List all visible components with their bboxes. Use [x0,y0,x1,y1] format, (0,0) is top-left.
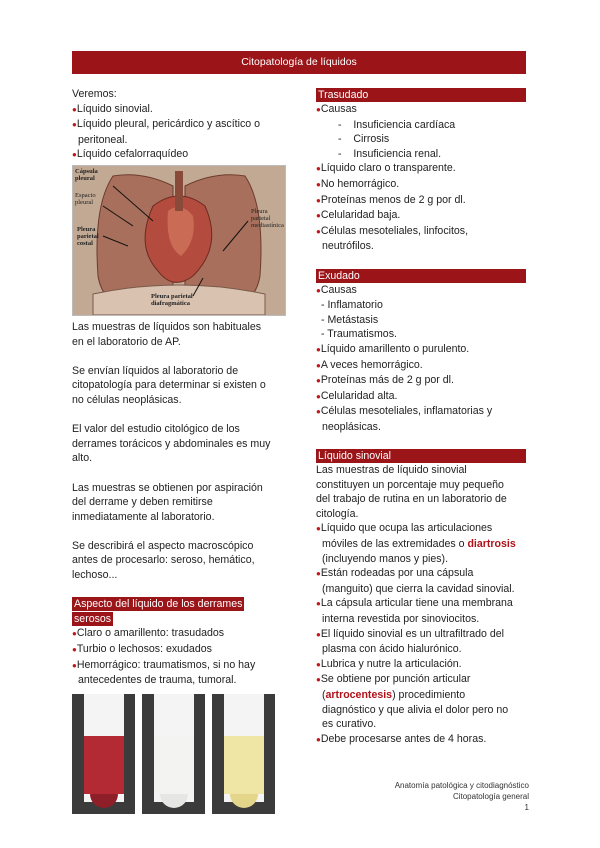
diagram-label: Pleura parietal diafragmática [151,292,193,307]
list-item: ●Líquido amarillento o purulento. [316,342,470,355]
intro-label: Veremos: [72,88,117,100]
list-item: ●Células mesoteliales, linfocitos, [316,224,469,237]
bullet-icon: ● [316,524,321,534]
paragraph-line: antes de procesarlo: seroso, hemático, [72,554,255,567]
page-title: Citopatología de líquidos [72,51,526,74]
list-item: ●Proteínas menos de 2 g por dl. [316,193,466,206]
thorax-diagram [72,165,286,316]
paragraph-line: El valor del estudio citológico de los [72,423,240,436]
list-item: ●Celularidad alta. [316,389,398,402]
bullet-icon: ● [316,344,321,354]
list-item: ●Líquido sinovial. [72,102,153,115]
right-column [316,88,526,747]
page-number: 1 [524,803,529,812]
diagram-label: Pleura parietal mediastínica [251,207,284,229]
list-item-continuation: móviles de las extremidades o diartrosis [322,538,516,551]
list-item-continuation: es curativo. [322,718,377,731]
bullet-icon: ● [316,569,321,579]
cause-item: - Traumatismos. [321,328,397,341]
paragraph-line: derrames torácicos y abdominales es muy [72,437,271,450]
bullet-icon: ● [316,376,321,386]
diagram-label: Espacio pleural [75,191,96,206]
list-item: ●Claro o amarillento: trasudados [72,627,225,640]
list-item-continuation: neoplásicas. [322,420,381,433]
bullet-icon: ● [316,195,321,205]
list-item-continuation: neutrófilos. [322,240,374,253]
diagram-label: Cápsula pleural [75,167,98,182]
list-item: ●Células mesoteliales, inflamatorias y [316,405,493,418]
list-item: ●Hemorrágico: traumatismos, si no hay [72,658,256,671]
bullet-icon: ● [316,391,321,401]
list-item: ●La cápsula articular tiene una membrana [316,597,513,610]
tube-milky [142,694,205,814]
cause-item: - Metástasis [321,313,379,326]
list-item: ●Proteínas más de 2 g por dl. [316,374,454,387]
section-heading-trasudado: Trasudado [316,88,526,102]
bullet-icon: ● [316,105,321,114]
tube-clear-yellow [212,694,275,814]
list-item: ●Líquido que ocupa las articulaciones [316,522,493,535]
list-item-continuation: (artrocentesis) procedimiento [322,688,466,701]
bullet-icon: ● [316,659,321,669]
bullet-icon: ● [72,150,77,160]
list-item-continuation: interna revestida por sinoviocitos. [322,613,480,625]
paragraph-line: inmediatamente al laboratorio. [72,510,215,523]
list-item-continuation: diagnóstico y que alivia el dolor pero no [322,703,509,716]
list-item-continuation: antecedentes de trauma, tumoral. [78,674,237,687]
list-item: ●Celularidad baja. [316,209,401,222]
bullet-icon: ● [316,629,321,639]
list-item: ●Líquido pleural, pericárdico y ascítico o [72,118,260,131]
bullet-icon: ● [316,164,321,174]
section-heading-exudado: Exudado [316,269,526,283]
bullet-icon: ● [316,226,321,236]
footer-line: Citopatología general [452,792,529,801]
list-item: ●Líquido cefalorraquídeo [72,148,189,161]
list-item: ●Lubrica y nutre la articulación. [316,657,462,670]
footer-line: Anatomía patológica y citodiagnóstico [394,781,529,790]
bullet-icon: ● [72,629,77,639]
term-artrocentesis: artrocentesis [325,688,393,701]
list-item: ●Causas [316,103,357,115]
bullet-icon: ● [316,285,321,295]
list-item: ●Debe procesarse antes de 4 horas. [316,732,487,745]
left-column [72,87,282,814]
bullet-icon: ● [316,211,321,221]
cause-item: - Insuficiencia cardíaca [338,118,456,131]
paragraph-line: Se envían líquidos al laboratorio de [72,364,239,377]
paragraph-line: alto. [72,452,93,465]
paragraph-line: lechoso... [72,569,118,582]
list-item: ●Líquido claro o transparente. [316,162,456,175]
cause-item: - Inflamatorio [321,299,383,312]
list-item: ●Se obtiene por punción articular [316,673,471,686]
bullet-icon: ● [316,675,321,685]
paragraph-line: del derrame y deben remitirse [72,496,213,509]
list-item-continuation: (manguito) que cierra la cavidad sinovial. [322,582,515,595]
paragraph-line: Las muestras de líquidos son habituales [72,320,262,333]
list-item-continuation: (incluyendo manos y pies). [322,552,449,565]
paragraph-line: Las muestras de líquido sinovial [316,464,467,477]
cause-item: - Cirrosis [338,133,390,146]
fluid-tubes-photo [72,694,275,814]
tube-hemorrhagic [72,694,135,814]
page-footer [395,780,529,813]
paragraph-line: citopatología para determinar si existen o [72,379,266,392]
bullet-icon: ● [72,104,77,114]
paragraph-line: no células neoplásicas. [72,393,182,406]
list-item: ●El líquido sinovial es un ultrafiltrado del [316,627,504,640]
paragraph-line: Se describirá el aspecto macroscópico [72,539,254,552]
list-item: ●A veces hemorrágico. [316,358,423,371]
list-item: ●Están rodeadas por una cápsula [316,567,474,580]
list-item: ●Causas [316,283,357,296]
aspect-heading: Aspecto del líquido de los derrames serosos [74,598,243,625]
cause-item: - Insuficiencia renal. [338,147,442,160]
bullet-icon: ● [72,645,77,655]
list-item: ●Turbio o lechosos: exudados [72,643,212,656]
term-diartrosis: diartrosis [467,538,516,551]
paragraph-line: del trabajo de rutina en un laboratorio de [316,493,507,506]
bullet-icon: ● [316,179,321,189]
list-item-continuation: peritoneal. [78,133,128,146]
bullet-icon: ● [316,599,321,609]
paragraph-line: Las muestras se obtienen por aspiración [72,481,263,494]
bullet-icon: ● [72,660,77,670]
section-heading-sinovial: Líquido sinovial [316,449,526,463]
bullet-icon: ● [316,407,321,417]
diagram-label: Pleura parietal costal [77,225,99,247]
list-item: ●No hemorrágico. [316,177,400,190]
bullet-icon: ● [316,734,321,744]
paragraph-line: citología. [316,507,359,520]
bullet-icon: ● [316,360,321,370]
list-item-continuation: plasma con ácido hialurónico. [322,643,462,656]
paragraph-line: en el laboratorio de AP. [72,335,181,348]
paragraph-line: constituyen un porcentaje muy pequeño [316,478,504,491]
bullet-icon: ● [72,120,77,130]
